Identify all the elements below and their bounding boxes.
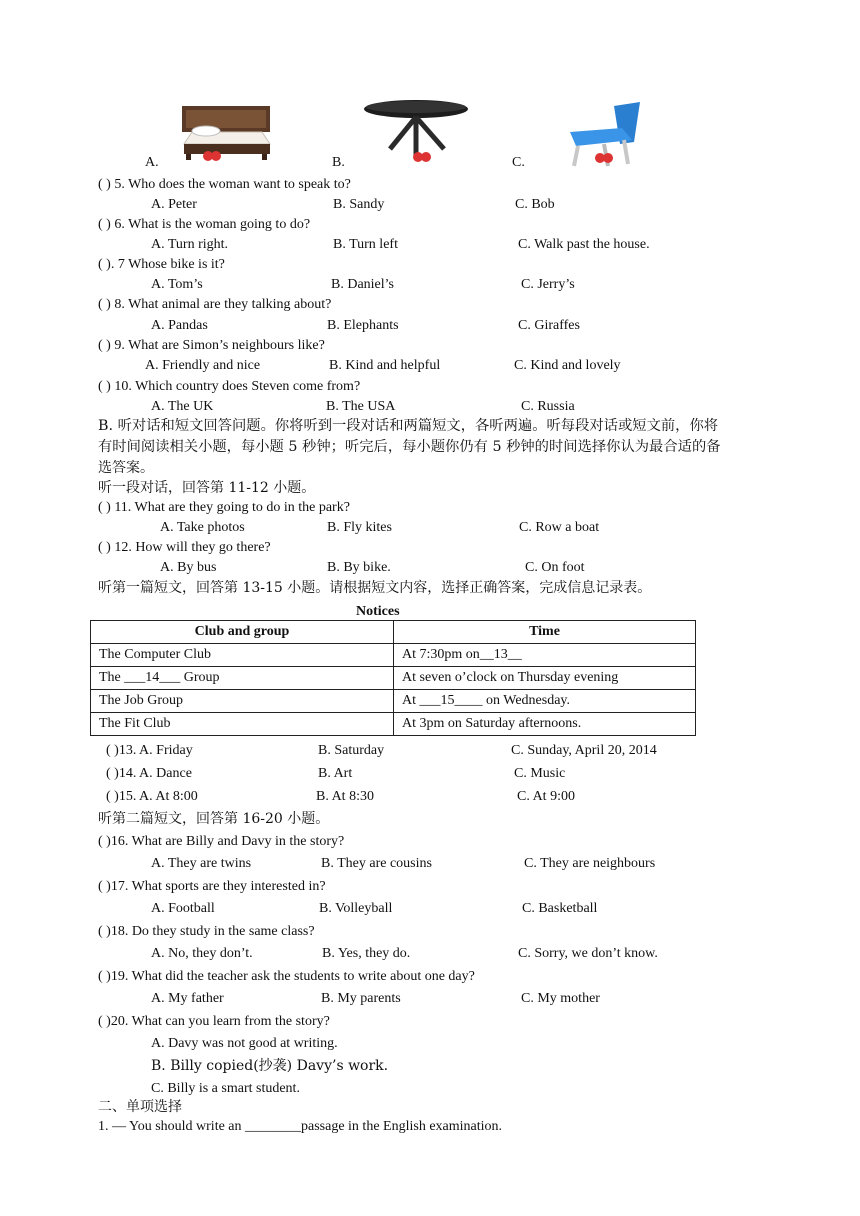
option-a: A. Football [151,901,215,916]
option-b: B. Daniel’s [331,277,394,292]
option-b: B. They are cousins [321,856,432,871]
option-b: B. Turn left [333,237,398,252]
table-cell: The ___14___ Group [91,667,394,690]
option-c: C. On foot [525,560,585,575]
table-row [91,667,696,690]
picture-c-letter: C. [512,155,525,170]
option-c: C. Jerry’s [521,277,575,292]
picture-b-letter: B. [332,155,345,170]
option-a: A. They are twins [151,856,252,871]
table-cell: At seven o’clock on Thursday evening [394,667,696,690]
table-cell: The Fit Club [91,713,394,736]
option-b: B. Sandy [333,197,385,212]
option-a: A. By bus [160,560,217,575]
option-a: A. My father [151,991,224,1006]
option-b: B. My parents [321,991,401,1006]
section-2-question-1: 1. — You should write an ________passage in the English examination. [98,1119,503,1134]
option-b: B. Yes, they do. [322,946,411,961]
option-a: A. Turn right. [151,237,229,252]
option-c: C. Giraffes [518,318,580,333]
passage1-intro: 听第一篇短文，回答第 13-15 小题。请根据短文内容，选择正确答案，完成信息记录表。 [98,580,652,596]
option-a: A. Take photos [160,520,245,535]
option-b: B. Elephants [327,318,399,333]
option-c: C. Kind and lovely [514,358,621,373]
table-row [91,690,696,713]
notices-table [90,620,696,736]
part-b-instruction-line-3: 选答案。 [98,460,154,476]
picture-a-letter: A. [145,155,159,170]
table-cell: At 3pm on Saturday afternoons. [394,713,696,736]
option-b: B. Saturday [318,743,385,758]
table-cell: At ___15____ on Wednesday. [394,690,696,713]
option-c: C. Sunday, April 20, 2014 [511,743,657,758]
column-header-club: Club and group [91,621,394,644]
option-b: B. At 8:30 [316,789,374,804]
table-cell: At 7:30pm on__13__ [394,644,696,667]
option-a: A. Peter [151,197,197,212]
passage2-intro: 听第二篇短文，回答第 16-20 小题。 [98,811,330,827]
column-header-time: Time [394,621,696,644]
table-cell: The Job Group [91,690,394,713]
option-b: B. Volleyball [319,901,393,916]
table-header-row [91,621,696,644]
bed-icon [178,104,274,164]
option-a: A. The UK [151,399,214,414]
option-a: A. Tom’s [151,277,203,292]
section-2-heading: 二、单项选择 [98,1099,182,1115]
dialog-intro: 听一段对话，回答第 11-12 小题。 [98,480,316,496]
option-b: B. Billy copied(抄袭) Davy’s work. [151,1058,389,1074]
option-a: A. Davy was not good at writing. [151,1036,338,1051]
option-c: C. They are neighbours [524,856,656,871]
table-row [91,713,696,736]
option-c: C. Walk past the house. [518,237,650,252]
option-a: A. Friendly and nice [145,358,261,373]
option-c: C. My mother [521,991,600,1006]
option-c: C. Music [514,766,566,781]
option-b: B. Fly kites [327,520,392,535]
chair-icon [564,102,644,168]
option-c: C. Sorry, we don’t know. [518,946,658,961]
option-b: B. Art [318,766,353,781]
table-title: Notices [356,604,400,619]
option-b: B. The USA [326,399,396,414]
option-b: B. Kind and helpful [329,358,441,373]
option-c: C. Basketball [522,901,598,916]
part-b-instruction-line-2: 有时间阅读相关小题，每小题 5 秒钟；听完后，每小题你仍有 5 秒钟的时间选择你认为最合适的备 [98,439,721,455]
option-c: C. At 9:00 [517,789,575,804]
part-b-instruction-line-1: B. 听对话和短文回答问题。你将听到一段对话和两篇短文，各听两遍。听每段对话或短文前，你将 [98,418,719,434]
option-c: C. Russia [521,399,575,414]
table-cell: The Computer Club [91,644,394,667]
option-a: A. Pandas [151,318,208,333]
round-table-icon [362,99,470,165]
option-b: B. By bike. [327,560,391,575]
table-row [91,644,696,667]
option-c: C. Bob [515,197,555,212]
option-c: C. Billy is a smart student. [151,1081,300,1096]
option-c: C. Row a boat [519,520,600,535]
option-a: A. No, they don’t. [151,946,253,961]
